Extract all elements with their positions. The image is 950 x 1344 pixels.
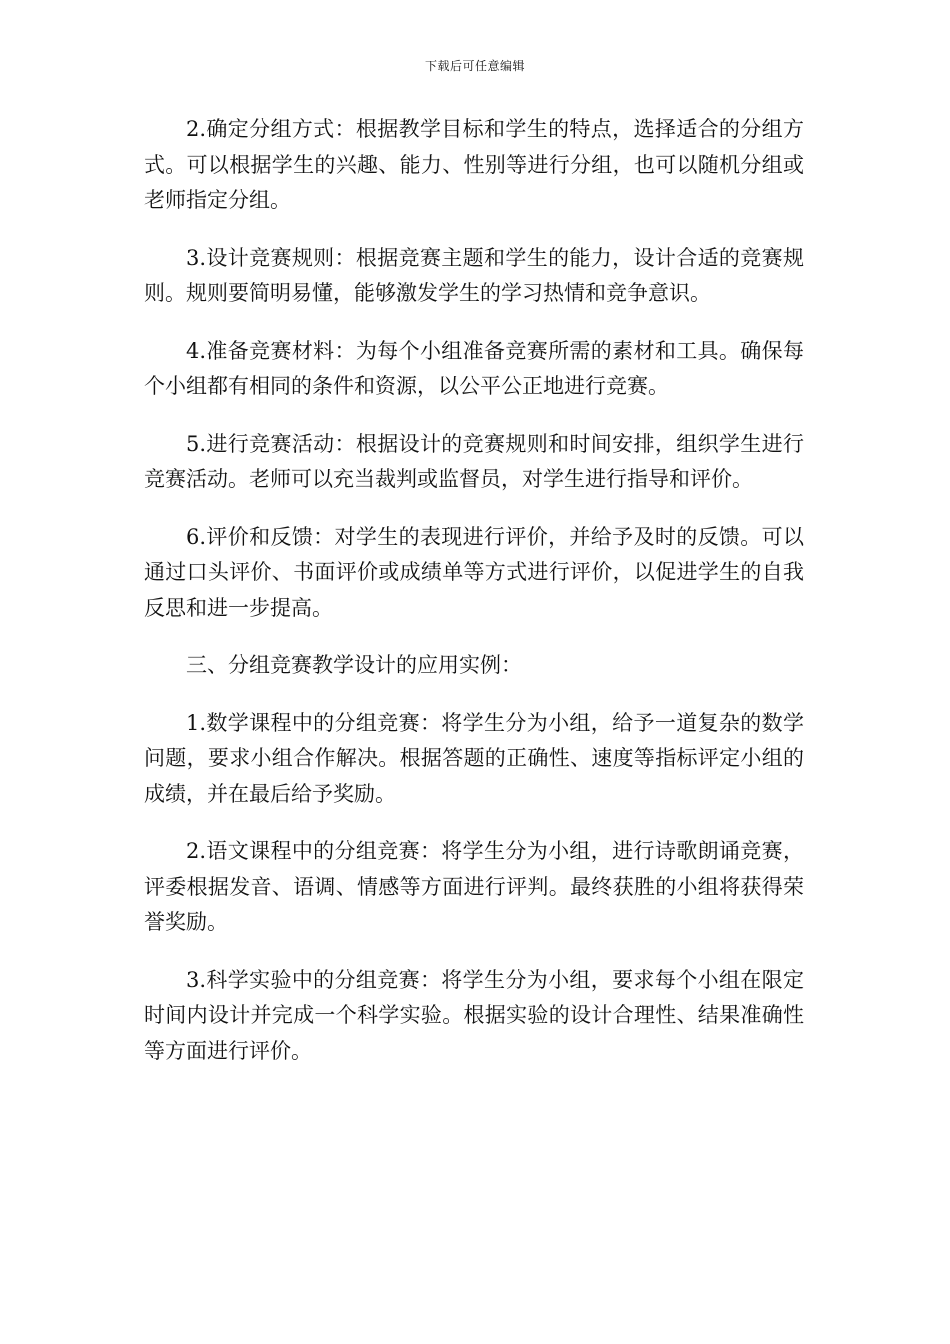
page-header: 下载后可任意编辑 (424, 59, 525, 73)
paragraph-chinese-example: 2.语文课程中的分组竞赛：将学生分为小组，进行诗歌朗诵竞赛，评委根据发音、语调、情感等方面进行评判。最终获胜的小组将获得荣誉奖励。 (144, 839, 804, 934)
paragraph-evaluation-feedback: 6.评价和反馈：对学生的表现进行评价，并给予及时的反馈。可以通过口头评价、书面评价或成绩单等方式进行评价，以促进学生的自我反思和进一步提高。 (144, 524, 804, 620)
paragraph-grouping-method: 2.确定分组方式：根据教学目标和学生的特点，选择适合的分组方式。可以根据学生的兴趣、能力、性别等进行分组，也可以随机分组或老师指定分组。 (144, 117, 804, 212)
document-body (144, 112, 804, 1091)
paragraph-competition-activity: 5.进行竞赛活动：根据设计的竞赛规则和时间安排，组织学生进行竞赛活动。老师可以充当裁判或监督员，对学生进行指导和评价。 (144, 431, 804, 491)
paragraph-competition-materials: 4.准备竞赛材料：为每个小组准备竞赛所需的素材和工具。确保每个小组都有相同的条件和资源，以公平公正地进行竞赛。 (144, 338, 804, 398)
paragraph-competition-rules: 3.设计竞赛规则：根据竞赛主题和学生的能力，设计合适的竞赛规则。规则要简明易懂，能够激发学生的学习热情和竞争意识。 (144, 245, 804, 305)
paragraph-science-example: 3.科学实验中的分组竞赛：将学生分为小组，要求每个小组在限定时间内设计并完成一个科学实验。根据实验的设计合理性、结果准确性等方面进行评价。 (144, 967, 804, 1063)
section-heading-application-examples: 三、分组竞赛教学设计的应用实例： (186, 653, 522, 677)
paragraph-math-example: 1.数学课程中的分组竞赛：将学生分为小组，给予一道复杂的数学问题，要求小组合作解决。根据答题的正确性、速度等指标评定小组的成绩，并在最后给予奖励。 (144, 710, 804, 806)
